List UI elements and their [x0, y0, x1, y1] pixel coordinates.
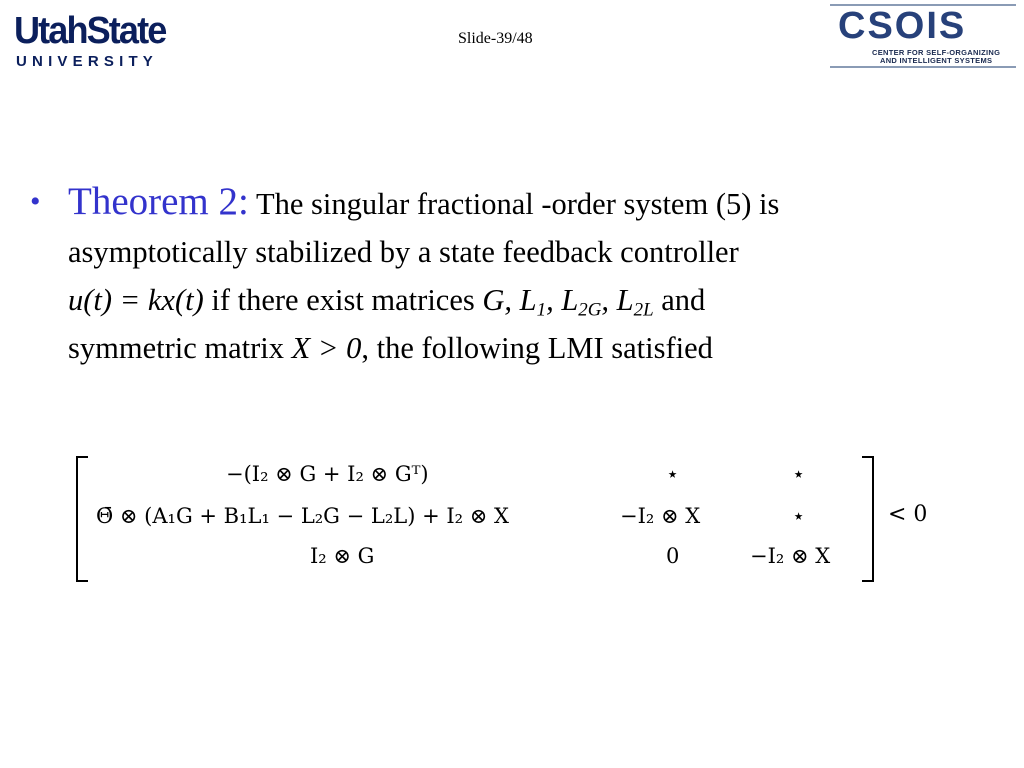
csois-logo-wordmark: CSOIS	[838, 5, 967, 47]
theorem-text	[68, 178, 1000, 372]
csois-logo-line1: CENTER FOR SELF-ORGANIZING	[872, 48, 1001, 57]
theorem-bullet	[30, 178, 1000, 372]
lmi-cell-r2c2: −I₂ ⊗ X	[620, 504, 701, 528]
theorem-line3: if there exist matrices	[211, 283, 475, 317]
matrix-left-bracket	[76, 456, 88, 582]
lmi-cell-r3c2: 0	[666, 544, 680, 568]
theorem-line4-prefix: symmetric matrix	[68, 331, 284, 365]
matrix-right-bracket	[862, 456, 874, 582]
lmi-cell-r1c2: ⋆	[666, 462, 680, 486]
lmi-cell-r2c3: ⋆	[792, 504, 806, 528]
lmi-matrix	[76, 456, 936, 580]
lmi-inequality-rhs: < 0	[888, 502, 928, 527]
usu-logo-wordmark: UtahState	[14, 10, 166, 52]
usu-logo-subtitle: UNIVERSITY	[16, 53, 159, 70]
theorem-line2: asymptotically stabilized by a state feedback controller	[68, 235, 739, 269]
theorem-line4-suffix: , the following LMI satisfied	[361, 331, 713, 365]
utah-state-university-logo	[14, 10, 200, 72]
slide-number: Slide-39/48	[458, 30, 533, 47]
symmetric-condition: X > 0	[291, 331, 362, 365]
csois-logo-line2: AND INTELLIGENT SYSTEMS	[880, 56, 993, 65]
controller-equation: u(t) = kx(t)	[68, 283, 204, 317]
matrix-list: G, $L_1$, $L_{2G}$, $L_{2L}$	[482, 283, 654, 321]
lmi-cell-r3c3: −I₂ ⊗ X	[750, 544, 831, 568]
csois-logo	[830, 4, 1018, 66]
and-word: and	[661, 283, 706, 317]
lmi-cell-r2c1: Θ̄ ⊗ (A₁G + B₁L₁ − L₂G − L₂L) + I₂ ⊗ X	[96, 504, 509, 528]
lmi-cell-r1c3: ⋆	[792, 462, 806, 486]
lmi-cell-r3c1: I₂ ⊗ G	[310, 544, 375, 568]
theorem-line1: The singular fractional -order system (5) is	[255, 187, 780, 221]
theorem-label: Theorem 2:	[68, 180, 249, 223]
lmi-cell-r1c1: −(I₂ ⊗ G + I₂ ⊗ Gᵀ)	[226, 462, 429, 486]
bullet-icon: •	[30, 185, 41, 218]
